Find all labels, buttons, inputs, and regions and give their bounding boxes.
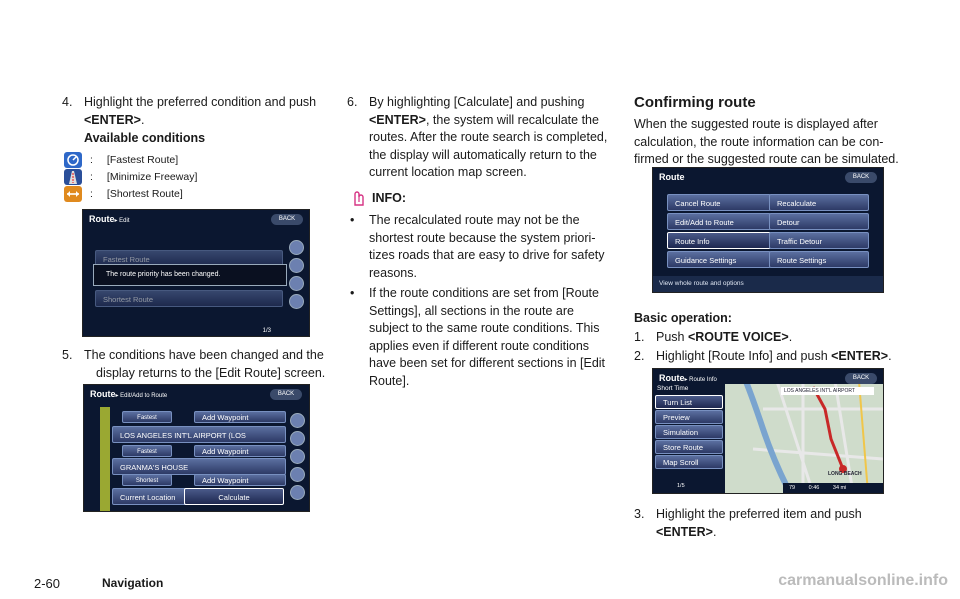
step-5-line2: display returns to the [Edit Route] screen. — [96, 365, 326, 380]
screen-title: Route▸ Route Info — [659, 373, 717, 383]
info-bullet-2-line: subject to the same route conditions. This — [369, 321, 600, 335]
add-waypoint-button-2[interactable]: Add Waypoint — [194, 445, 286, 457]
step-4-text — [84, 94, 326, 129]
fastest-route-item[interactable]: Fastest Route — [95, 250, 283, 267]
basic-step-2-label: Highlight [Route Info] and push — [656, 349, 832, 363]
guidance-settings-button[interactable]: Guidance Settings — [667, 251, 771, 268]
confirming-route-text — [634, 116, 900, 169]
scroll-down-icon[interactable] — [289, 294, 304, 309]
step-3-period: . — [712, 524, 717, 539]
page-number: 2-60 — [34, 576, 61, 591]
city-label: LONG BEACH — [828, 471, 862, 477]
step-6-line5: current location map screen. — [369, 165, 527, 179]
available-conditions-heading: Available conditions — [84, 131, 206, 145]
info-bullet-2-line: Route]. — [369, 373, 410, 388]
info-bullet-2-line: applies even if different route conditions — [369, 338, 590, 353]
condition-fastest — [64, 151, 178, 168]
info-bullet-1-line: shortest route because the system priori- — [369, 230, 596, 245]
basic-step-1-text — [656, 329, 792, 347]
shortest-route-item[interactable]: Shortest Route — [95, 290, 283, 307]
condition-button-fastest-2[interactable]: Fastest — [122, 445, 172, 457]
confirming-line: firmed or the suggested route can be simulated. — [634, 152, 899, 166]
screen-title: Route — [659, 172, 685, 182]
add-waypoint-button[interactable]: Add Waypoint — [194, 411, 286, 423]
destination-label: LOS ANGELES INT'L AIRPORT — [781, 387, 874, 395]
step-4-number: 4. — [62, 95, 73, 109]
page-indicator: 1/5 — [677, 483, 685, 489]
current-location[interactable]: Current Location — [112, 488, 192, 505]
back-button[interactable]: BACK — [845, 172, 877, 183]
scroll-up-icon[interactable] — [290, 413, 305, 428]
back-button[interactable]: BACK — [271, 214, 303, 225]
condition-colon: : — [90, 170, 93, 183]
distance-value: 79 — [789, 485, 796, 491]
calculate-button[interactable]: Calculate — [184, 488, 284, 505]
section-name: Navigation — [102, 576, 164, 590]
status-bar: View whole route and options — [653, 276, 883, 292]
route-settings-button[interactable]: Route Settings — [769, 251, 869, 268]
bullet-dot: • — [350, 286, 355, 300]
info-bullet-2-line: have been set for different sections in [Edit — [369, 356, 606, 370]
step-4-line1: Highlight the preferred condition and push — [84, 95, 317, 109]
route-summary-bar — [783, 483, 883, 493]
minimize-freeway-icon — [64, 169, 82, 185]
step-5-number: 5. — [62, 348, 73, 362]
condition-shortest-label: [Shortest Route] — [106, 187, 183, 200]
confirming-route-heading: Confirming route — [634, 94, 756, 111]
screen-subtitle: ▸ Route Info — [684, 377, 717, 383]
screen-subtitle: ▸ Edit/Add to Route — [115, 393, 168, 399]
edit-add-to-route-button[interactable]: Edit/Add to Route — [667, 213, 771, 230]
map-scroll-button[interactable]: Map Scroll — [655, 455, 723, 469]
route-bar — [100, 407, 110, 511]
condition-fastest-label: [Fastest Route] — [106, 153, 179, 166]
condition-colon: : — [90, 187, 93, 200]
step-6-number: 6. — [347, 95, 358, 109]
step-3-text — [656, 506, 902, 541]
scroll-icon[interactable] — [289, 276, 304, 291]
condition-button-shortest[interactable]: Shortest — [122, 474, 172, 486]
basic-step-2-period: . — [888, 349, 892, 363]
info-label: INFO: — [372, 191, 407, 205]
watermark: carmanualsonline.info — [778, 572, 948, 589]
confirming-line: calculation, the route information can be con- — [634, 134, 884, 149]
short-time-item[interactable]: Short Time — [657, 385, 689, 392]
back-button[interactable]: BACK — [845, 373, 877, 384]
detour-button[interactable]: Detour — [769, 213, 869, 230]
basic-operation-heading: Basic operation: — [634, 311, 732, 325]
step-4-period: . — [140, 112, 145, 127]
scroll-icon[interactable] — [289, 258, 304, 273]
screen-title: Route▸ Edit — [89, 214, 130, 224]
info-bullet-1 — [369, 212, 613, 282]
info-bullet-2 — [369, 285, 613, 390]
scroll-icon[interactable] — [290, 431, 305, 446]
step-6-line3: routes. After the route search is completed, — [369, 130, 608, 144]
waypoint-granmas-house[interactable]: GRANMA'S HOUSE — [112, 458, 286, 475]
step-6-text — [369, 94, 613, 182]
preview-button[interactable]: Preview — [655, 410, 723, 424]
route-info-button[interactable]: Route Info — [667, 232, 771, 249]
step-4-enter-key: <ENTER> — [84, 112, 141, 127]
step-5-line1: The conditions have been changed and the — [84, 348, 324, 362]
condition-shortest — [64, 185, 183, 202]
scroll-icon[interactable] — [290, 467, 305, 482]
screen-title: Route▸ Edit/Add to Route — [90, 389, 168, 399]
shortest-route-icon — [64, 186, 82, 202]
step-6-line4: the display will automatically return to the — [369, 147, 597, 162]
screen-subtitle: ▸ Edit — [114, 218, 130, 224]
screenshot-route-info — [652, 368, 884, 494]
scroll-icon[interactable] — [290, 449, 305, 464]
time-value: 0:46 — [808, 485, 820, 491]
confirming-line: When the suggested route is displayed after — [634, 117, 878, 131]
traffic-detour-button[interactable]: Traffic Detour — [769, 232, 869, 249]
screenshot-route-priority-changed — [82, 209, 310, 337]
step-3-number: 3. — [634, 507, 645, 521]
scroll-down-icon[interactable] — [290, 485, 305, 500]
recalculate-button[interactable]: Recalculate — [769, 194, 869, 211]
info-bullet-2-line: If the route conditions are set from [Route — [369, 286, 599, 300]
cancel-route-button[interactable]: Cancel Route — [667, 194, 771, 211]
step-6-line1: By highlighting [Calculate] and pushing — [369, 95, 585, 109]
waypoint-los-angeles-airport[interactable]: LOS ANGELES INT'L AIRPORT (LOS — [112, 426, 286, 443]
bullet-dot: • — [350, 213, 355, 227]
page-indicator: 1/3 — [262, 328, 271, 334]
scroll-up-icon[interactable] — [289, 240, 304, 255]
basic-step-2-text — [656, 348, 892, 366]
info-bullet-1-line: reasons. — [369, 265, 417, 280]
step-3-line1: Highlight the preferred item and push — [656, 507, 862, 521]
info-bullet-1-line: tizes roads that are easy to drive for safety — [369, 248, 605, 262]
step-3-enter-key: <ENTER> — [656, 524, 713, 539]
info-bullet-2-line: Settings], all sections in the route are — [369, 303, 574, 318]
basic-step-1-label: Push — [656, 330, 688, 344]
condition-button-fastest[interactable]: Fastest — [122, 411, 172, 423]
basic-step-1-period: . — [788, 330, 793, 344]
enter-key: <ENTER> — [831, 349, 889, 363]
back-button[interactable]: BACK — [270, 389, 302, 400]
add-waypoint-button-3[interactable]: Add Waypoint — [194, 474, 286, 486]
basic-step-1-number: 1. — [634, 330, 645, 344]
condition-minimize-freeway-label: [Minimize Freeway] — [106, 170, 198, 183]
condition-minimize-freeway — [64, 168, 197, 185]
route-priority-message: The route priority has been changed. — [93, 264, 287, 286]
condition-colon: : — [90, 153, 93, 166]
screenshot-route-menu — [652, 167, 884, 293]
store-route-button[interactable]: Store Route — [655, 440, 723, 454]
info-bullet-1-line: The recalculated route may not be the — [369, 213, 580, 227]
simulation-button[interactable]: Simulation — [655, 425, 723, 439]
info-icon — [352, 188, 368, 206]
step-6-line2: , the system will recalculate the — [425, 112, 599, 127]
step-5-text — [84, 347, 329, 382]
fastest-route-icon — [64, 152, 82, 168]
miles-value: 34 mi — [832, 485, 847, 491]
step-6-enter-key: <ENTER> — [369, 112, 426, 127]
turn-list-button[interactable]: Turn List — [655, 395, 723, 409]
screenshot-edit-route — [83, 384, 310, 512]
basic-step-2-number: 2. — [634, 349, 645, 363]
route-voice-key: <ROUTE VOICE> — [687, 330, 789, 344]
